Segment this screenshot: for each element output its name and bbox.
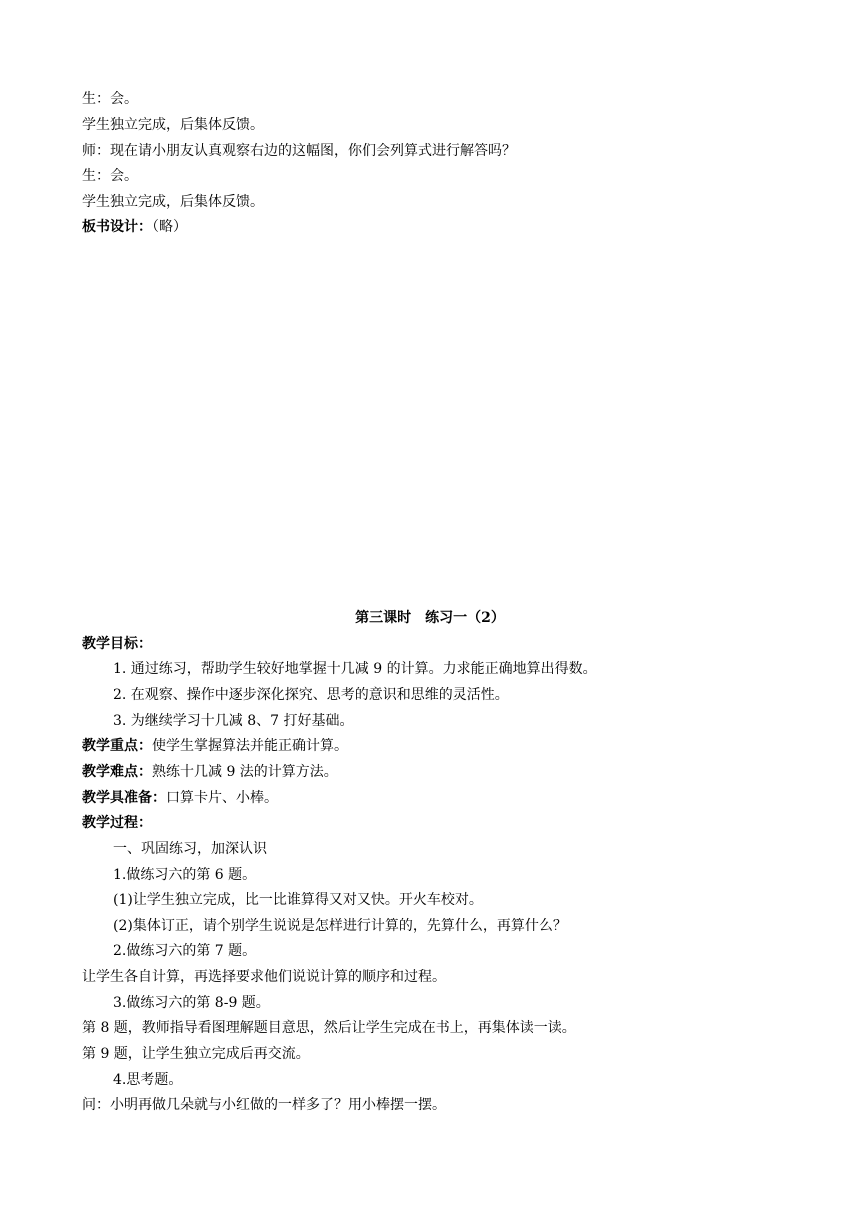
step-item: 4.思考题。: [113, 1072, 183, 1088]
materials-value: 口算卡片、小棒。: [166, 790, 278, 806]
dialogue-teacher-line: 师：现在请小朋友认真观察右边的这幅图，你们会列算式进行解答吗？: [82, 143, 516, 159]
goal-item: 3. 为继续学习十几减 8、7 打好基础。: [113, 713, 354, 729]
step-item: 3.做练习六的第 8-9 题。: [113, 995, 270, 1011]
materials-line: [82, 788, 278, 808]
lesson-title: 第三课时 练习一（2）: [355, 610, 505, 626]
board-design-line: [82, 217, 187, 237]
step-detail: 问：小明再做几朵就与小红做的一样多了？用小棒摆一摆。: [82, 1097, 446, 1113]
key-point-label: 教学重点：: [82, 738, 152, 754]
difficulty-line: [82, 762, 338, 782]
section-heading: 一、巩固练习，加深认识: [113, 841, 267, 857]
goals-heading: 教学目标：: [82, 636, 152, 652]
process-heading: 教学过程：: [82, 815, 152, 831]
materials-label: 教学具准备：: [82, 790, 166, 806]
board-design-label: 板书设计：: [82, 219, 152, 235]
step-item: 1.做练习六的第 6 题。: [113, 867, 257, 883]
substep-item: (2)集体订正，请个别学生说说是怎样进行计算的，先算什么，再算什么？: [113, 918, 567, 934]
dialogue-student-line: 生：会。: [82, 91, 138, 107]
goal-item: 1. 通过练习，帮助学生较好地掌握十几减 9 的计算。力求能正确地算出得数。: [113, 661, 597, 677]
board-design-value: （略）: [152, 219, 187, 235]
step-detail: 第 9 题，让学生独立完成后再交流。: [82, 1046, 310, 1062]
key-point-line: [82, 736, 348, 756]
step-item: 2.做练习六的第 7 题。: [113, 943, 257, 959]
difficulty-value: 熟练十几减 9 法的计算方法。: [152, 764, 338, 780]
substep-item: (1)让学生独立完成，比一比谁算得又对又快。开火车校对。: [113, 892, 483, 908]
key-point-value: 使学生掌握算法并能正确计算。: [152, 738, 348, 754]
step-detail: 让学生各自计算，再选择要求他们说说计算的顺序和过程。: [82, 969, 446, 985]
difficulty-label: 教学难点：: [82, 764, 152, 780]
dialogue-student-line: 生：会。: [82, 168, 138, 184]
goal-item: 2. 在观察、操作中逐步深化探究、思考的意识和思维的灵活性。: [113, 687, 509, 703]
instruction-line: 学生独立完成，后集体反馈。: [82, 194, 264, 210]
step-detail: 第 8 题，教师指导看图理解题目意思，然后让学生完成在书上，再集体读一读。: [82, 1020, 576, 1036]
instruction-line: 学生独立完成，后集体反馈。: [82, 117, 264, 133]
